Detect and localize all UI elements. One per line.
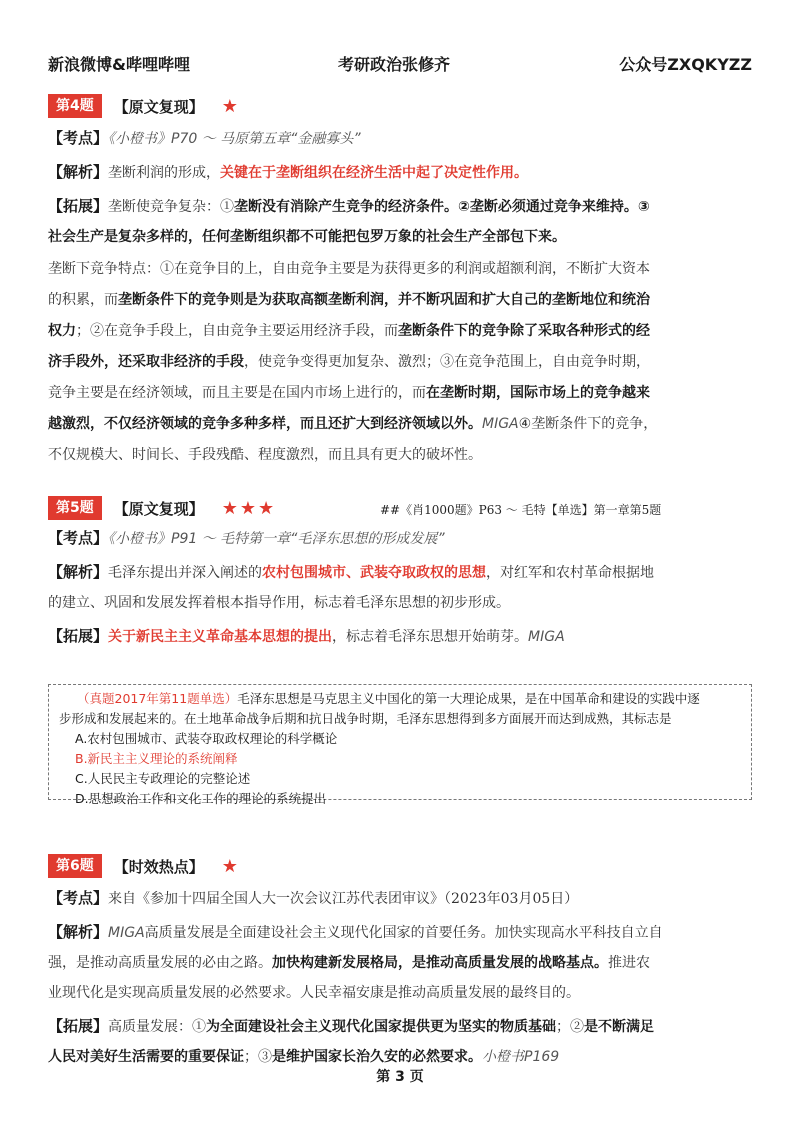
tuozhan-bold: 是不断满足 xyxy=(584,1019,655,1035)
tuozhan-plain: 高质量发展：① xyxy=(108,1019,207,1035)
jiexi-red: 农村包围城市 xyxy=(262,565,347,581)
jiexi-plain: 毛泽东提出并深入阐述的 xyxy=(108,565,263,581)
option-d: D.思想政治工作和文化工作的理论的系统提出 xyxy=(75,791,327,806)
jiexi-red: 关键在于垄断组织在经济生活中起了决定性作用。 xyxy=(220,165,529,181)
jiexi-label: 【解析】 xyxy=(48,563,109,581)
ext-line-bold: 垄断条件下的竞争除了采取各种形式的经 xyxy=(398,323,650,339)
q4-tuozhan xyxy=(48,191,753,252)
ext-line-bold: 济手段外，还采取非经济的手段 xyxy=(48,354,244,370)
q4-heading xyxy=(48,95,240,117)
header-center: 考研政治张修齐 xyxy=(338,55,451,74)
q6-section: 【时效热点】 xyxy=(113,857,204,876)
miga-mark: MIGA xyxy=(482,416,519,432)
q5-source-note: ##《肖1000题》P63 ～ 毛特【单选】第一章第5题 xyxy=(380,503,662,517)
q6-jiexi xyxy=(48,917,753,1008)
q6-stars: ★ xyxy=(221,855,240,877)
jiexi-plain: 的建立、巩固和发展发挥着根本指导作用， xyxy=(48,595,314,611)
option-c: C.人民民主专政理论的完整论述 xyxy=(75,771,251,786)
tuozhan-label: 【拓展】 xyxy=(48,197,109,215)
tuozhan-plain: 垄断使竞争复杂：① xyxy=(108,199,235,215)
tuozhan-bold: 为全面建设社会主义现代化国家提供更为坚实的物质基础 xyxy=(206,1019,557,1035)
jiexi-plain: 标志着毛泽东思想的初步形成。 xyxy=(314,595,510,611)
tuozhan-sep: ；② xyxy=(556,1019,585,1035)
tuozhan-label: 【拓展】 xyxy=(48,627,109,645)
jiexi-plain: 业现代化是实现高质量发展的必然要求。人民幸福安康是推动高质量发展的最终目的。 xyxy=(48,985,580,1001)
q6-kaodian xyxy=(48,883,753,914)
q5-tuozhan xyxy=(48,621,753,652)
exam-question-box xyxy=(48,684,752,806)
jiexi-plain: ，对红军和农村革命根据地 xyxy=(486,565,655,581)
q5-stars: ★★★ xyxy=(221,497,277,519)
miga-mark: MIGA xyxy=(108,925,145,941)
q5-kaodian xyxy=(48,523,753,554)
tuozhan-bold1: 垄断没有消除产生竞争的经济条件。②垄断必须通过竞争来维持。③ xyxy=(234,199,650,215)
q4-extension xyxy=(48,254,753,471)
miga-mark: MIGA xyxy=(528,629,565,645)
kaodian-text: 《小橙书》P70 ～ 马原第五章“金融寡头” xyxy=(108,131,361,147)
tuozhan-ref: 小橙书P169 xyxy=(482,1049,560,1065)
q5-section: 【原文复现】 xyxy=(113,499,204,518)
jiexi-sep: 、 xyxy=(346,565,361,581)
kaodian-label: 【考点】 xyxy=(48,129,109,147)
q4-section: 【原文复现】 xyxy=(113,97,204,116)
jiexi-label: 【解析】 xyxy=(48,923,109,941)
page-number: 第 3 页 xyxy=(376,1069,424,1085)
kaodian-label: 【考点】 xyxy=(48,529,109,547)
kaodian-text: 《小橙书》P91 ～ 毛特第一章“毛泽东思想的形成发展” xyxy=(108,531,445,547)
ext-line: 的积累，而 xyxy=(48,292,118,308)
question-stem-text: 毛泽东思想是马克思主义中国化的第一大理论成果，是在中国革命和建设的实践中逐 xyxy=(237,691,700,706)
jiexi-bold: 加快构建新发展格局，是推动高质量发展的战略基点。 xyxy=(272,955,608,971)
ext-line: ④垄断条件下的竞争， xyxy=(518,416,658,432)
jiexi-plain: 强，是推动高质量发展的必由之路。 xyxy=(48,955,272,971)
tuozhan-label: 【拓展】 xyxy=(48,1017,109,1035)
option-b: B.新民主主义理论的系统阐释 xyxy=(75,751,238,766)
question-stem xyxy=(59,689,741,709)
ext-line-bold: 越激烈，不仅经济领域的竞争多种多样，而且还扩大到经济领域以外。 xyxy=(48,416,482,432)
option-a: A.农村包围城市、武装夺取政权理论的科学概论 xyxy=(75,731,338,746)
q4-stars: ★ xyxy=(221,95,240,117)
question-stem-text: 步形成和发展起来的。在土地革命战争后期和抗日战争时期，毛泽东思想得到多方面展开而达到成熟，其标志是 xyxy=(59,711,672,726)
kaodian-text: 来自《参加十四届全国人大一次会议江苏代表团审议》（2023年03月05日） xyxy=(108,891,579,907)
kaodian-label: 【考点】 xyxy=(48,889,109,907)
tuozhan-sep: ；③ xyxy=(244,1049,272,1065)
tuozhan-bold: 人民对美好生活需要的重要保证 xyxy=(48,1049,244,1065)
q5-heading xyxy=(48,497,276,519)
ext-line-bold: 在垄断时期，国际市场上的竞争越来 xyxy=(426,385,650,401)
jiexi-red: 武装夺取政权的思想 xyxy=(360,565,487,581)
ext-line-bold: 权力 xyxy=(48,323,76,339)
tuozhan-bold2: 社会生产是复杂多样的，任何垄断组织都不可能把包罗万象的社会生产全部包下来。 xyxy=(48,229,566,245)
jiexi-plain: 垄断利润的形成， xyxy=(108,165,221,181)
jiexi-plain: 高质量发展是全面建设社会主义现代化国家的首要任务。加快实现高水平科技自立自 xyxy=(144,925,663,941)
q4-tag: 第4题 xyxy=(48,94,102,118)
tuozhan-red: 关于新民主主义革命基本思想的提出 xyxy=(108,629,333,645)
ext-line-bold: 垄断条件下的竞争则是为获取高额垄断利润，并不断巩固和扩大自己的垄断地位和统治 xyxy=(118,292,650,308)
q4-kaodian xyxy=(48,123,753,154)
q5-jiexi xyxy=(48,557,753,618)
question-source: （真题2017年第11题单选） xyxy=(77,691,238,706)
q6-tag: 第6题 xyxy=(48,854,102,878)
header-left: 新浪微博&哔哩哔哩 xyxy=(48,55,190,74)
header-right: 公众号ZXQKYZZ xyxy=(619,55,752,74)
ext-line: 垄断下竞争特点：①在竞争目的上，自由竞争主要是为获得更多的利润或超额利润，不断扩大资本 xyxy=(48,261,650,277)
jiexi-label: 【解析】 xyxy=(48,163,109,181)
q6-tuozhan xyxy=(48,1011,753,1072)
tuozhan-bold: 是维护国家长治久安的必然要求。 xyxy=(272,1049,482,1065)
q6-heading xyxy=(48,855,240,877)
ext-line: ，使竞争变得更加复杂、激烈；③在竞争范围上，自由竞争时期， xyxy=(244,354,650,370)
ext-line: 不仅规模大、时间长、手段残酷、程度激烈，而且具有更大的破坏性。 xyxy=(48,447,482,463)
jiexi-plain: 推进农 xyxy=(608,955,650,971)
q5-tag: 第5题 xyxy=(48,496,102,520)
q4-jiexi xyxy=(48,157,753,188)
tuozhan-plain: ，标志着毛泽东思想开始萌芽。 xyxy=(332,629,529,645)
ext-line: ；②在竞争手段上，自由竞争主要运用经济手段，而 xyxy=(76,323,398,339)
ext-line: 竞争主要是在经济领域，而且主要是在国内市场上进行的，而 xyxy=(48,385,426,401)
